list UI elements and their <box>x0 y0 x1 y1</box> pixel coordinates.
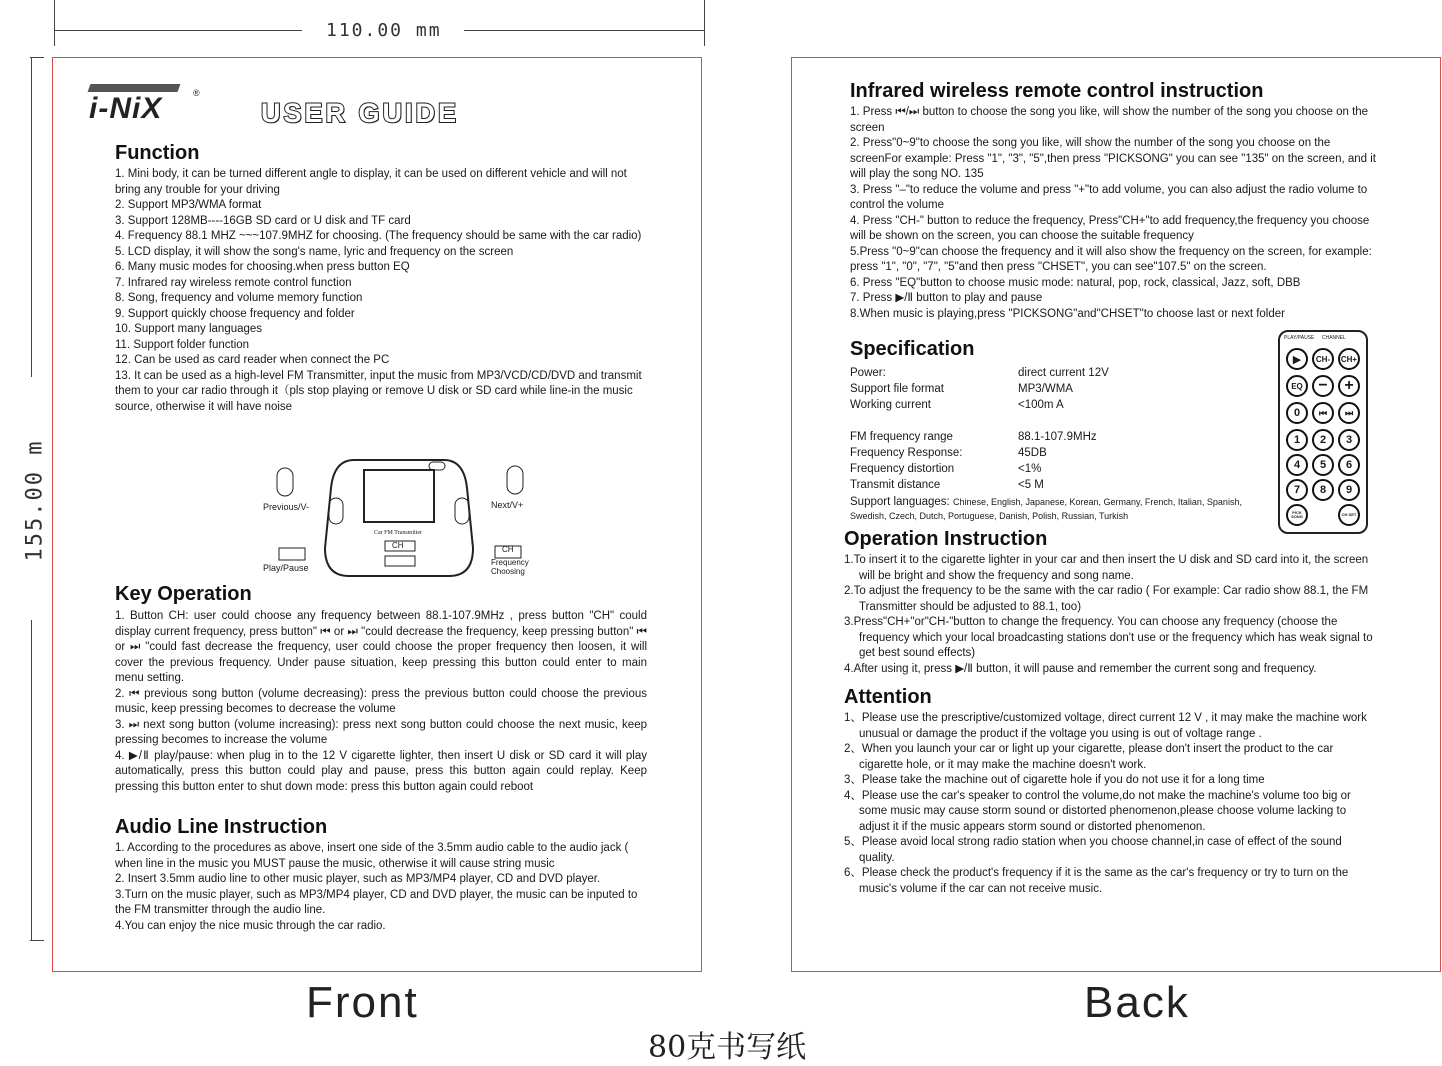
remote-ch-minus-button[interactable]: CH- <box>1312 348 1334 370</box>
width-label: 110.00 mm <box>326 20 442 41</box>
function-item: 3. Support 128MB----16GB SD card or U disk and TF card <box>115 214 411 227</box>
spec-languages-list: Chinese, English, Japanese, Korean, Germany, French, Italian, Spanish, Swedish, Czech, Dutch, Portuguese, Danish, Polish, Russian, Turkish <box>850 497 1242 521</box>
function-section <box>115 142 647 415</box>
remote-digit-7[interactable]: 7 <box>1286 479 1308 501</box>
key-operation-para: 4. ▶/Ⅱ play/pause: when plug in to the 12 V cigarette lighter, then insert U disk or SD card it will play automatically, press this button could play and pause, press this button again could replay. Keep pressing this button enter to shut down mode: press this button again could reboot <box>115 749 647 793</box>
function-item: 10. Support many languages <box>115 323 263 335</box>
remote-instruction-item: 7. Press ▶/Ⅱ button to play and pause <box>850 292 1043 304</box>
function-item: 6. Many music modes for choosing.when press button EQ <box>115 261 410 273</box>
specification-section <box>850 338 1270 523</box>
operation-item: 1.To insert it to the cigarette lighter in your car and then insert the U disk and SD card into it, the screen will be bright and show the frequency and song name. <box>844 554 1369 582</box>
spec-key: Working current <box>850 399 931 411</box>
attention-section <box>844 686 1376 897</box>
spec-row <box>850 461 1270 477</box>
attention-item: 3、Please take the machine out of cigarette hole if you do not use it for a long time <box>844 774 1265 786</box>
function-item: 1. Mini body, it can be turned different angle to display, it can be used on different vehicle and will not bring any trouble for your driving <box>115 168 627 196</box>
function-item: 2. Support MP3/WMA format <box>115 199 262 211</box>
spec-languages <box>850 495 1270 523</box>
remote-digit-9[interactable]: 9 <box>1338 479 1360 501</box>
attention-list <box>844 711 1376 897</box>
spec-row <box>850 381 1270 397</box>
attention-item: 2、When you launch your car or light up your cigarette, please don't insert the product to the car cigarette hole, or it may make the machine doesn't work. <box>844 743 1334 771</box>
operation-list <box>844 553 1376 677</box>
attention-heading: Attention <box>844 686 932 708</box>
function-list <box>115 167 647 415</box>
remote-instruction-section <box>850 80 1382 322</box>
audio-line-item: 3.Turn on the music player, such as MP3/MP4 player, CD and DVD player, the music can be inputed to the FM transmitter through the audio line. <box>115 888 638 916</box>
remote-volume-down-button[interactable]: − <box>1312 375 1334 397</box>
operation-section <box>844 528 1376 677</box>
remote-digit-8[interactable]: 8 <box>1312 479 1334 501</box>
spec-table <box>850 365 1270 523</box>
dim-vline-top <box>31 57 32 377</box>
function-item: 5. LCD display, it will show the song's name, lyric and frequency on the screen <box>115 245 514 258</box>
function-heading: Function <box>115 142 200 164</box>
remote-digit-3[interactable]: 3 <box>1338 429 1360 451</box>
function-item: 8. Song, frequency and volume memory function <box>115 292 363 304</box>
audio-line-item: 1. According to the procedures as above, insert one side of the 3.5mm audio cable to the audio jack ( when line in the music you MUST pause the music, otherwise it will cause string music <box>115 842 629 870</box>
spec-value: 88.1-107.9MHz <box>1018 431 1097 443</box>
function-item: 9. Support quickly choose frequency and folder <box>115 307 355 320</box>
spec-languages-label: Support languages: <box>850 496 950 508</box>
operation-heading: Operation Instruction <box>844 528 1048 550</box>
guide-title: USER GUIDE <box>261 98 460 128</box>
play-label: Play/Pause <box>263 563 309 573</box>
back-label: Back <box>1084 978 1190 1027</box>
remote-digit-6[interactable]: 6 <box>1338 454 1360 476</box>
operation-item: 4.After using it, press ▶/Ⅱ button, it will pause and remember the current song and frequency. <box>844 662 1317 675</box>
next-label: Next/V+ <box>491 500 524 510</box>
spec-row <box>850 365 1270 381</box>
dim-tick-top <box>30 57 44 58</box>
function-item: 11. Support folder function <box>115 338 250 351</box>
remote-digit-4[interactable]: 4 <box>1286 454 1308 476</box>
ch-button-icon-label: CH <box>502 545 514 554</box>
function-item: 13. It can be used as a high-level FM Transmitter, input the music from MP3/VCD/CD/DVD and transmit them to your car radio through it（pls stop playing or remove U disk or SD card while line-in the music source, otherwise it will have noise <box>115 369 642 413</box>
function-item: 7. Infrared ray wireless remote control function <box>115 276 352 289</box>
operation-item: 2.To adjust the frequency to be the same with the car radio ( For example: Car radio show 88.1, the FM Transmitter should be adjusted to 88.1, too) <box>844 585 1369 613</box>
device-diagram <box>259 448 559 578</box>
spec-value: direct current 12V <box>1018 367 1109 379</box>
remote-instruction-item: 4. Press "CH-" button to reduce the frequency, Press"CH+"to add frequency,the frequency you choose will be shown on the screen, you can choose the suitable frequency <box>850 214 1370 242</box>
attention-item: 4、Please use the car's speaker to control the volume,do not make the machine's volume too big or some music may cause storm sound or distorted phenomenon,please choose volume lacking to adjust it if the music appears storm sound or distorted phenomenon. <box>844 789 1351 833</box>
dim-vline-bottom <box>31 620 32 940</box>
remote-digit-2[interactable]: 2 <box>1312 429 1334 451</box>
attention-item: 1、Please use the prescriptive/customized voltage, direct current 12 V , it may make the machine work unusual or damage the product if the voltage you using is out of voltage range . <box>844 712 1367 740</box>
audio-line-list <box>115 841 647 934</box>
play-pause-icon: ▶ <box>1292 353 1302 366</box>
key-operation-para: 1. Button CH: user could choose any frequency between 88.1-107.9MHz , press button "CH" could display current frequency, press button" ⏮ or ⏭ "could decrease the frequency, keep pressing button" ⏮ or ⏭ "could fast decrease the frequency, user could choose the proper frequency then loosen, it will cover the previous frequency. Under pause situation, keep pressing this button could enter to main menu setting. <box>115 610 647 684</box>
remote-top-label: PLAY/PAUSE <box>1284 335 1315 341</box>
dim-line-right <box>464 30 704 31</box>
logo-text: i-NiX <box>89 92 163 125</box>
spec-key: Power: <box>850 367 886 379</box>
spec-key: Support file format <box>850 383 944 395</box>
remote-instruction-list <box>850 105 1382 322</box>
audio-line-section <box>115 816 647 934</box>
remote-chset-button[interactable]: CH SET <box>1338 504 1360 526</box>
remote-channel-label: CHANNEL <box>1322 335 1346 341</box>
screen-caption: Car FM Transmitter <box>374 530 423 536</box>
spec-value: MP3/WMA <box>1018 383 1073 395</box>
ch-freq-label: Frequency Choosing <box>491 558 529 576</box>
dim-tick-right <box>704 0 705 46</box>
remote-prev-button[interactable] <box>1312 402 1334 424</box>
spec-row <box>850 429 1270 445</box>
audio-line-heading: Audio Line Instruction <box>115 816 328 838</box>
logo-swoosh <box>88 84 181 92</box>
function-item: 4. Frequency 88.1 MHZ ~~~107.9MHZ for choosing. (The frequency should be same with the car radio) <box>115 230 642 242</box>
key-operation-para: 3. ⏭ next song button (volume increasing): press next song button could choose the next music, keep pressing becomes to increase the volume <box>115 718 647 746</box>
spec-row <box>850 397 1270 413</box>
spec-value: <5 M <box>1018 479 1044 491</box>
spec-key: FM frequency range <box>850 431 953 443</box>
spec-value: <100m A <box>1018 399 1064 411</box>
brand-logo <box>89 82 199 124</box>
remote-play-pause-button[interactable] <box>1286 348 1308 370</box>
logo-registered-mark: ® <box>193 88 200 98</box>
function-item: 12. Can be used as card reader when connect the PC <box>115 354 390 366</box>
remote-digit-0[interactable]: 0 <box>1286 402 1308 424</box>
spec-row <box>850 477 1270 493</box>
height-label: 155.00 m <box>22 439 48 562</box>
dim-tick-left <box>54 0 55 46</box>
dim-tick-bottom <box>30 940 44 941</box>
remote-instruction-item: 5.Press "0~9"can choose the frequency and it will also show the frequency on the screen, for example: press "1", "0", "7", "5"and then press "CHSET", you can see"107.5" on the screen. <box>850 245 1372 273</box>
key-operation-section <box>115 583 647 795</box>
spec-value: 45DB <box>1018 447 1047 459</box>
operation-item: 3.Press"CH+"or"CH-"button to change the frequency. You can choose any frequency (choose the frequency which your local broadcasting stations don't use or the frequency which has weak signal to get best sound effects) <box>844 616 1373 659</box>
attention-item: 5、Please avoid local strong radio station when you choose channel,in case of effect of the sound quality. <box>844 836 1342 864</box>
paper-spec-label: 80克书写纸 <box>648 1030 807 1065</box>
remote-instruction-item: 6. Press "EQ"button to choose music mode: natural, pop, rock, classical, Jazz, soft, DBB <box>850 276 1301 289</box>
front-label: Front <box>306 978 419 1027</box>
key-operation-heading: Key Operation <box>115 583 252 605</box>
remote-instruction-heading: Infrared wireless remote control instruction <box>850 80 1264 102</box>
remote-instruction-item: 1. Press ⏮/⏭ button to choose the song you like, will show the number of the song you choose on the screen <box>850 106 1369 134</box>
remote-next-button[interactable] <box>1338 402 1360 424</box>
remote-ch-plus-button[interactable]: CH+ <box>1338 348 1360 370</box>
remote-control <box>1278 330 1368 534</box>
spec-gap <box>850 413 1270 429</box>
specification-heading: Specification <box>850 338 975 360</box>
previous-icon: ⏮ <box>1318 407 1328 418</box>
audio-line-item: 4.You can enjoy the nice music through the car radio. <box>115 919 386 932</box>
spec-value: <1% <box>1018 463 1042 475</box>
device-ch-button[interactable]: CH <box>392 541 404 550</box>
remote-eq-button[interactable]: EQ <box>1286 375 1308 397</box>
back-panel <box>791 57 1441 972</box>
remote-digit-5[interactable]: 5 <box>1312 454 1334 476</box>
remote-instruction-item: 2. Press"0~9"to choose the song you like, will show the number of the song you choose on the screenFor example: Press "1", "3", "5",then press "PICKSONG" you can see "135" on the screen, and it will play the song NO. 135 <box>850 137 1376 180</box>
remote-digit-1[interactable]: 1 <box>1286 429 1308 451</box>
prev-label: Previous/V- <box>263 502 310 512</box>
spec-row <box>850 445 1270 461</box>
spec-key: Transmit distance <box>850 479 941 491</box>
remote-volume-up-button[interactable]: + <box>1338 375 1360 397</box>
front-panel <box>52 57 702 972</box>
audio-line-item: 2. Insert 3.5mm audio line to other music player, such as MP3/MP4 player, CD and DVD player. <box>115 873 601 885</box>
dim-line-left <box>54 30 302 31</box>
remote-instruction-item: 3. Press "–"to reduce the volume and press "+"to add volume, you can also adjust the radio volume to control the volume <box>850 183 1368 211</box>
spec-key: Frequency distortion <box>850 463 955 475</box>
attention-item: 6、Please check the product's frequency if it is the same as the car's frequency or try to turn on the music's volume if the car can not receive music. <box>844 867 1349 895</box>
remote-instruction-item: 8.When music is playing,press "PICKSONG"and"CHSET"to choose last or next folder <box>850 307 1285 320</box>
spec-key: Frequency Response: <box>850 447 963 459</box>
key-operation-para: 2. ⏮ previous song button (volume decreasing): press the previous button could choose the previous music, keep pressing becomes to decrease the volume <box>115 687 647 715</box>
next-icon: ⏭ <box>1344 407 1354 418</box>
remote-picksong-button[interactable]: PICK SONG <box>1286 504 1308 526</box>
